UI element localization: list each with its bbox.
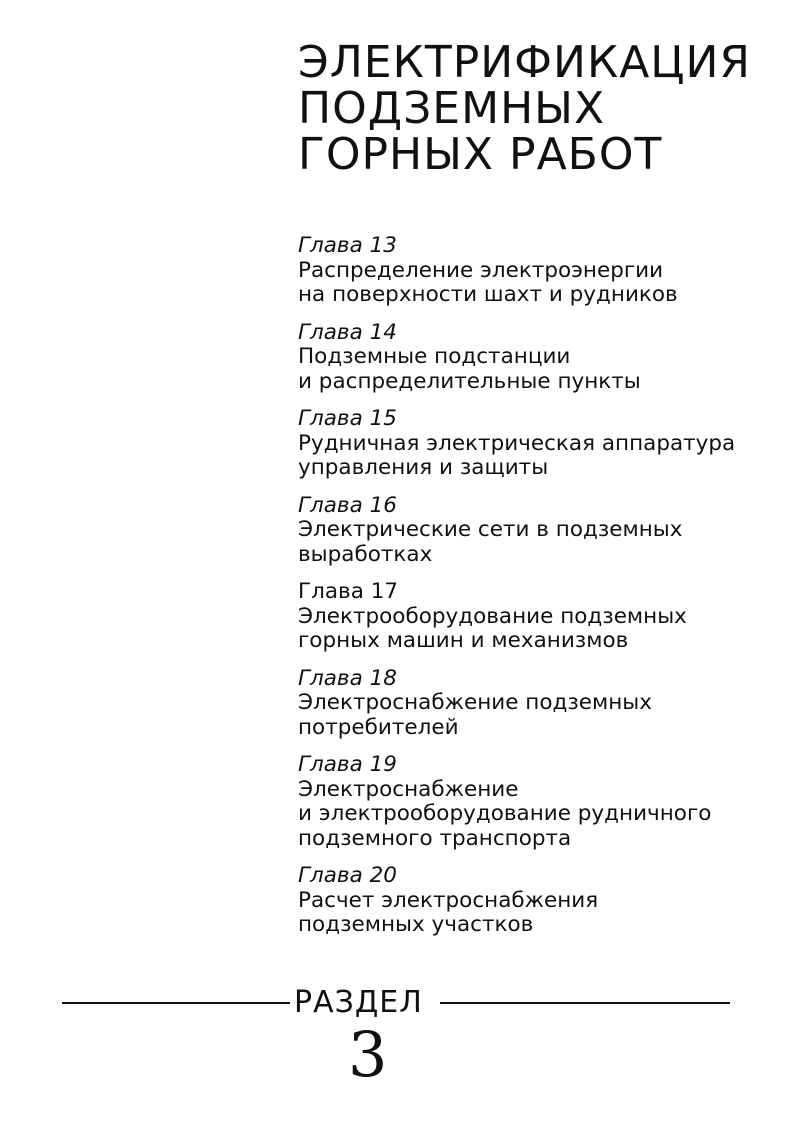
- section-label: РАЗДЕЛ: [294, 985, 423, 1020]
- divider-line-left: [62, 1002, 290, 1004]
- divider-line-right: [440, 1002, 730, 1004]
- chapter-entry-18: [298, 667, 788, 741]
- chapter-title-line: горных машин и механизмов: [298, 628, 629, 653]
- chapter-title-line: Электрические сети в подземных: [298, 517, 683, 542]
- section-divider: [62, 983, 730, 1023]
- chapter-title-line: Электроснабжение: [298, 776, 519, 802]
- chapter-title-line: на поверхности шахт и рудников: [298, 282, 678, 307]
- chapter-label: Глава 19: [298, 752, 397, 777]
- chapter-entry-17: [298, 580, 788, 654]
- chapter-label: Глава 20: [298, 863, 397, 888]
- chapter-entry-14: [298, 321, 788, 395]
- chapter-label: Глава 18: [298, 665, 397, 691]
- chapter-title-line: подземного транспорта: [298, 825, 572, 851]
- section-title-line: ГОРНЫХ РАБОТ: [298, 129, 663, 180]
- chapter-label: Глава 17: [298, 579, 399, 604]
- chapter-title-line: выработках: [298, 541, 433, 567]
- section-title: [298, 37, 788, 180]
- chapter-title-line: Рудничная электрическая аппаратура: [298, 430, 736, 456]
- chapter-title-line: Расчет электроснабжения: [298, 887, 599, 913]
- section-title-line: ПОДЗЕМНЫХ: [298, 83, 606, 134]
- chapter-entry-20: [298, 864, 788, 938]
- chapter-entry-15: [298, 407, 788, 481]
- section-title-line: ЭЛЕКТРИФИКАЦИЯ: [298, 37, 751, 88]
- chapter-entry-16: [298, 494, 788, 568]
- chapter-title-line: подземных участков: [298, 912, 534, 937]
- chapter-label: Глава 15: [298, 406, 397, 431]
- chapter-title-line: и распределительные пункты: [298, 368, 641, 394]
- chapter-title-line: Подземные подстанции: [298, 344, 571, 369]
- chapter-title-line: и электрооборудование рудничного: [298, 801, 712, 826]
- chapter-label: Глава 14: [298, 319, 397, 345]
- chapter-title-line: Электроснабжение подземных: [298, 690, 653, 715]
- chapter-title-line: Электрооборудование подземных: [298, 603, 687, 629]
- chapter-list: [298, 234, 788, 951]
- chapter-title-line: управления и защиты: [298, 455, 549, 480]
- chapter-label: Глава 13: [298, 233, 397, 258]
- chapter-entry-19: [298, 753, 788, 851]
- chapter-label: Глава 16: [298, 492, 397, 518]
- section-number: 3: [348, 1018, 388, 1091]
- chapter-title-line: потребителей: [298, 714, 459, 740]
- chapter-entry-13: [298, 234, 788, 308]
- chapter-title-line: Распределение электроэнергии: [298, 257, 664, 283]
